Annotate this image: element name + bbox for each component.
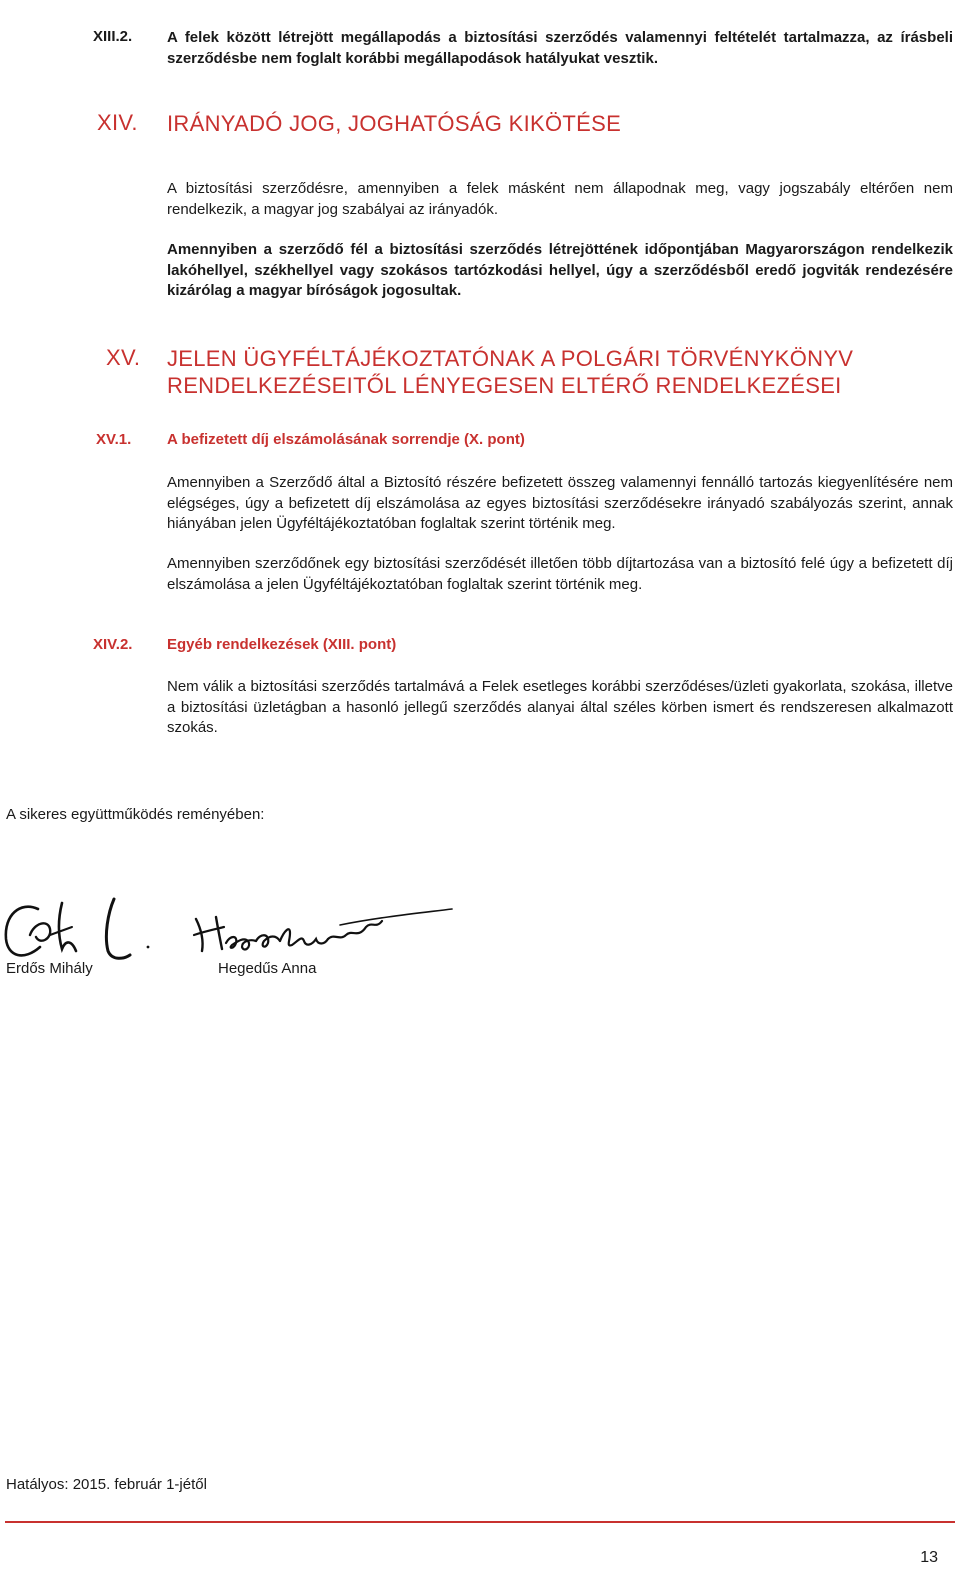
paragraph-xv-1-1: Amennyiben a Szerződő által a Biztosító részére befizetett összeg valamennyi fennálló tartozás kiegyenlítésére nem elégséges, úgy a befizetett díj elszámolása az egyes biztosítási szerződésekre irányadó szabályozás szerint, annak hiányában jelen Ügyféltájékoztatóban foglaltak szerint történik meg. xyxy=(167,474,953,532)
item-number-xv-1: XV.1. xyxy=(96,431,132,448)
effective-date: Hatályos: 2015. február 1-jétől xyxy=(6,1476,207,1493)
item-number-xiii-2: XIII.2. xyxy=(93,28,133,45)
signatory-name-2: Hegedűs Anna xyxy=(218,960,317,977)
item-number-xiv-2: XIV.2. xyxy=(93,636,133,653)
section-title-xiv: IRÁNYADÓ JOG, JOGHATÓSÁG KIKÖTÉSE xyxy=(167,111,622,136)
footer-divider xyxy=(5,1521,955,1523)
section-number-xv: XV. xyxy=(106,345,141,370)
section-title-xv: JELEN ÜGYFÉLTÁJÉKOZTATÓNAK A POLGÁRI TÖRVÉNYKÖNYV RENDELKEZÉSEITŐL LÉNYEGESEN ELTÉRŐ RENDELKEZÉSEI xyxy=(167,346,854,398)
paragraph-xv-1-2: Amennyiben szerződőnek egy biztosítási szerződését illetően több díjtartozása van a biztosító felé úgy a befizetett díj elszámolása a jelen Ügyféltájékoztatóban foglaltak szerint történik meg. xyxy=(167,555,953,593)
signature-hegedus-anna xyxy=(190,905,460,965)
paragraph-xiv-2: Amennyiben a szerződő fél a biztosítási szerződés létrejöttének időpontjában Magyarországon rendelkezik lakóhellyel, székhellyel vagy szokásos tartózkodási hellyel, úgy a szerződésből eredő jogviták rendezésére kizárólag a magyar bíróságok jogosultak. xyxy=(167,241,953,299)
section-number-xiv: XIV. xyxy=(97,110,138,135)
item-title-xv-1: A befizetett díj elszámolásának sorrendje (X. pont) xyxy=(167,431,525,448)
signatory-name-1: Erdős Mihály xyxy=(6,960,93,977)
paragraph-xiv-2: Nem válik a biztosítási szerződés tartalmává a Felek esetleges korábbi szerződéses/üzleti gyakorlata, szokása, illetve a biztosítási üzletágban a hasonló jellegű szerződés alanyai által széles körben ismert és rendszeresen alkalmazott szokás. xyxy=(167,678,953,736)
closing-greeting: A sikeres együttműködés reményében: xyxy=(6,806,265,823)
paragraph-xiv-1: A biztosítási szerződésre, amennyiben a felek másként nem állapodnak meg, vagy jogszabály eltérően nem rendelkezik, a magyar jog szabályai az irányadók. xyxy=(167,180,953,218)
page-number: 13 xyxy=(920,1549,938,1566)
item-text-xiii-2: A felek között létrejött megállapodás a biztosítási szerződés valamennyi feltételét tartalmazza, az írásbeli szerződésbe nem foglalt korábbi megállapodások hatályukat vesztik. xyxy=(167,29,953,67)
item-title-xiv-2: Egyéb rendelkezések (XIII. pont) xyxy=(167,636,397,653)
